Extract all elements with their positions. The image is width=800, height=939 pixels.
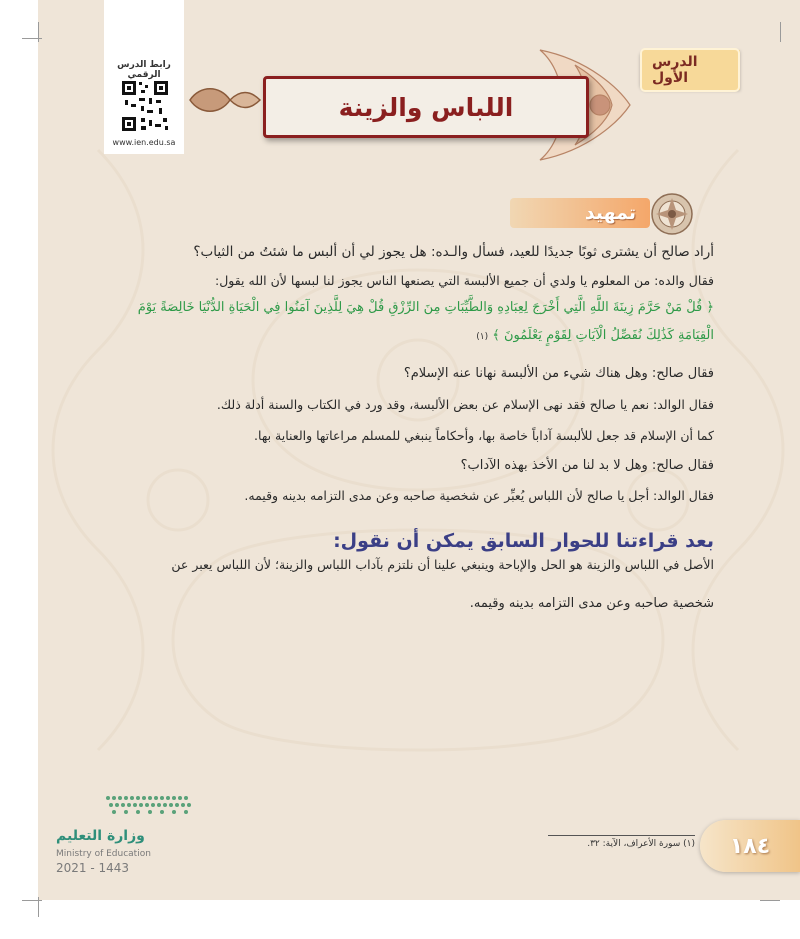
intro-line-2: فقال والده: من المعلوم يا ولدي أن جميع الألبسة التي يصنعها الناس يجوز لنا لبسها لأن الله يقول: bbox=[214, 273, 714, 288]
crop-mark bbox=[38, 22, 39, 42]
qr-code-icon[interactable] bbox=[121, 80, 169, 132]
page-number-tab bbox=[700, 820, 800, 872]
quran-verse-line-1: ﴿ قُلْ مَنْ حَرَّمَ زِينَةَ اللَّهِ الَّتِي أَخْرَجَ لِعِبَادِهِ وَالطَّيِّبَاتِ مِنَ الرِّزْقِ قُلْ هِيَ لِلَّذِينَ آمَنُوا فِي الْحَيَاةِ الدُّنْيَا خَالِصَةً يَوْمَ bbox=[137, 300, 714, 315]
quran-footnote-ref: (١) bbox=[476, 332, 489, 342]
ministry-logo-icon bbox=[104, 790, 200, 820]
crop-mark bbox=[22, 900, 42, 901]
lesson-badge bbox=[640, 50, 740, 90]
dialogue-line-1: فقال صالح: وهل هناك شيء من الألبسة نهانا عنه الإسلام؟ bbox=[403, 366, 714, 381]
conclusion-heading: بعد قراءتنا للحوار السابق يمكن أن نقول: bbox=[333, 530, 714, 552]
footnote-divider bbox=[548, 835, 695, 836]
ministry-name-en: Ministry of Education bbox=[56, 849, 151, 859]
quran-verse-end: الْقِيَامَةِ كَذَٰلِكَ نُفَصِّلُ الْآيَاتِ لِقَوْمٍ يَعْلَمُونَ ﴾ bbox=[492, 328, 714, 343]
dialogue-line-2: فقال الوالد: نعم يا صالح فقد نهى الإسلام عن بعض الألبسة، وقد ورد في الكتاب والسنة أدلة ذلك. bbox=[216, 397, 714, 412]
page-number: ١٨٤ bbox=[729, 833, 771, 859]
intro-tab bbox=[510, 192, 700, 230]
crop-mark bbox=[780, 22, 781, 42]
conclusion-line-1: الأصل في اللباس والزينة هو الحل والإباحة وينبغي علينا أن نلتزم بآداب اللباس والزينة؛ لأن اللباس يعبر عن bbox=[171, 557, 714, 572]
edition-year: 2021 - 1443 bbox=[56, 861, 130, 875]
conclusion-line-2: شخصية صاحبه وعن مدى التزامه بدينه وقيمه. bbox=[469, 596, 714, 611]
page-number-box bbox=[700, 820, 800, 872]
intro-tab-label: تمهيد bbox=[584, 202, 636, 224]
lesson-title-box bbox=[263, 76, 589, 138]
qr-url[interactable]: www.ien.edu.sa bbox=[112, 138, 176, 147]
lesson-title: اللباس والزينة bbox=[338, 92, 514, 122]
rosette-icon bbox=[650, 192, 694, 236]
qr-label: رابط الدرس الرقمي bbox=[117, 60, 171, 80]
quran-verse-line-2 bbox=[476, 328, 714, 343]
dialogue-line-3: كما أن الإسلام قد جعل للألبسة آداباً خاصة بها، وأحكاماً ينبغي للمسلم مراعاتها والعناية بها. bbox=[254, 428, 714, 443]
lesson-badge-label: الدرس الأول bbox=[640, 48, 740, 92]
intro-tab-bar bbox=[510, 198, 650, 228]
qr-panel bbox=[104, 0, 184, 154]
dialogue-line-4: فقال صالح: وهل لا بد لنا من الأخذ بهذه الآداب؟ bbox=[460, 458, 714, 473]
intro-line-1: أراد صالح أن يشترى ثوبًا جديدًا للعيد، فسأل والـده: هل يجوز لي أن ألبس ما شئتُ من الثياب؟ bbox=[193, 244, 714, 260]
ministry-name-ar: وزارة التعليم bbox=[56, 828, 145, 844]
footnote: (١) سورة الأعراف، الآية: ٣٢. bbox=[587, 839, 695, 849]
crop-mark bbox=[22, 38, 42, 39]
crop-mark bbox=[760, 900, 780, 901]
dialogue-line-5: فقال الوالد: أجل يا صالح لأن اللباس يُعبِّر عن شخصية صاحبه وعن مدى التزامه بدينه وقيمه. bbox=[244, 488, 714, 503]
